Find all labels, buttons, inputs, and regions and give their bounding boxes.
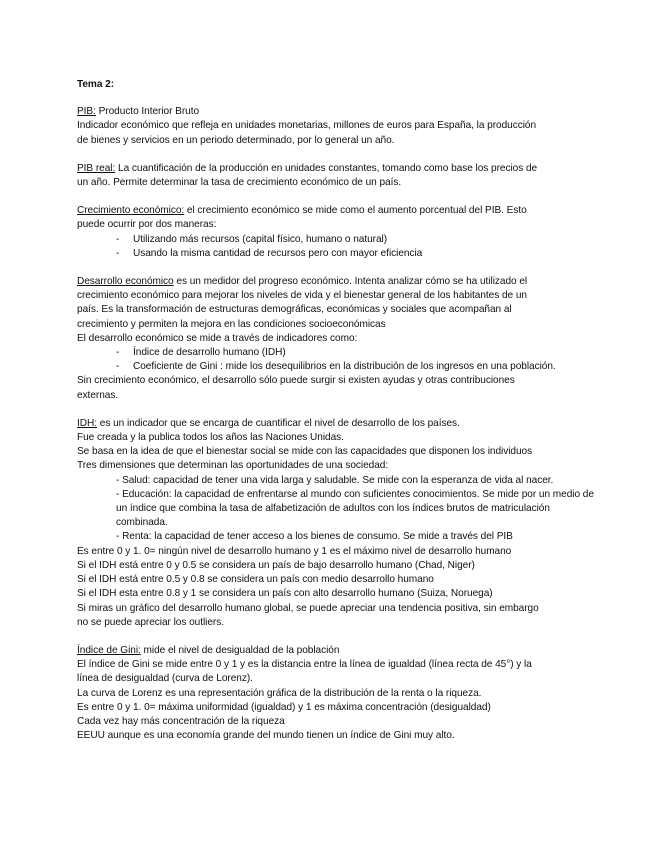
paragraph-line: crecimiento económico para mejorar los niveles de vida y el bienestar general de los habitantes de un [77,290,527,302]
dimension-renta: - Renta: la capacidad de tener acceso a los bienes de consumo. Se mide a través del PIB [116,531,513,543]
paragraph-line: Si el IDH esta entre 0.8 y 1 se considera un país con alto desarrollo humano (Suiza, Noruega) [77,588,493,600]
term-crecimiento: Crecimiento económico: [77,205,185,217]
section-pib [77,105,597,148]
section-crecimiento [77,204,597,261]
paragraph-line: es un indicador que se encarga de cuantificar el nivel de desarrollo de los países. [97,417,460,429]
paragraph-line: Si el IDH está entre 0 y 0.5 se considera un país de bajo desarrollo humano (Chad, Niger) [77,559,475,571]
paragraph-line: línea de desigualdad (curva de Lorenz). [77,673,253,685]
paragraph-line: Tres dimensiones que determinan las oportunidades de una sociedad: [77,460,389,472]
paragraph-line: EEUU aunque es una economía grande del mundo tienen un índice de Gini muy alto. [77,730,455,742]
term-pib: PIB: [77,106,96,118]
term-pib-real: PIB real: [77,162,116,174]
paragraph-line: de bienes y servicios en un periodo determinado, por lo general un año. [77,134,395,146]
section-desarrollo [77,275,597,403]
page-title: Tema 2: [77,79,115,90]
paragraph-line: Indicador económico que refleja en unidades monetarias, millones de euros para España, la producción [77,120,537,132]
document-body [77,78,597,757]
list-item: - Utilizando más recursos (capital físico, humano o natural) [116,233,388,245]
paragraph-line: Si miras un gráfico del desarrollo humano global, se puede apreciar una tendencia positiva, sin embargo [77,602,539,614]
dimension-salud: - Salud: capacidad de tener una vida larga y saludable. Se mide con la esperanza de vida al nacer. [116,474,554,486]
paragraph-line: el crecimiento económico se mide como el aumento porcentual del PIB. Esto [184,205,527,217]
paragraph-line: Si el IDH está entre 0.5 y 0.8 se considera un país con medio desarrollo humano [77,574,434,586]
dimension-educacion: - Educación: la capacidad de enfrentarse al mundo con suficientes conocimientos. Se mide por un medio de un índice que combina la tasa de alfabetización de adultos con los índices brutos de matriculación combinada. [116,488,594,529]
term-idh: IDH: [77,417,97,429]
paragraph-line: no se puede apreciar los outliers. [77,616,224,628]
paragraph-line: Se basa en la idea de que el bienestar social se mide con las capacidades que disponen los individuos [77,446,533,458]
paragraph-line: crecimiento y permiten la mejora en las condiciones socioeconómicas [77,318,386,330]
paragraph-line: mide el nivel de desigualdad de la población [140,644,340,656]
paragraph-line: Es entre 0 y 1. 0= máxima uniformidad (igualdad) y 1 es máxima concentración (desigualdad) [77,701,491,713]
paragraph-line: un año. Permite determinar la tasa de crecimiento económico de un país. [77,177,402,189]
paragraph-line: Fue creada y la publica todos los años las Naciones Unidas. [77,432,344,444]
pib-definition: Producto Interior Bruto [95,106,200,118]
list-item: - Coeficiente de Gini : mide los desequilibrios en la distribución de los ingresos en una población. [116,361,556,373]
paragraph-line: externas. [77,389,119,401]
paragraph-line: La curva de Lorenz es una representación gráfica de la distribución de la renta o la riqueza. [77,687,482,699]
paragraph-line: puede ocurrir por dos maneras: [77,219,217,231]
paragraph-line: país. Es la transformación de estructuras demográficas, económicas y sociales que acompañan al [77,304,512,316]
list-item: - Índice de desarrollo humano (IDH) [116,347,286,359]
list-item: - Usando la misma cantidad de recursos pero con mayor eficiencia [116,247,423,259]
section-pib-real [77,162,597,190]
paragraph-line: Cada vez hay más concentración de la riqueza [77,715,285,727]
term-desarrollo: Desarrollo económico [77,276,174,288]
paragraph-line: Es entre 0 y 1. 0= ningún nivel de desarrollo humano y 1 es el máximo nivel de desarrollo humano [77,545,512,557]
term-gini: Índice de Gini: [77,644,141,656]
paragraph-line: El índice de Gini se mide entre 0 y 1 y es la distancia entre la línea de igualdad (línea recta de 45°) y la [77,659,532,671]
paragraph-line: es un medidor del progreso económico. Intenta analizar cómo se ha utilizado el [173,276,528,288]
paragraph-line: El desarrollo económico se mide a través de indicadores como: [77,332,358,344]
section-idh [77,417,597,630]
section-gini [77,644,597,743]
paragraph-line: La cuantificación de la producción en unidades constantes, tomando como base los precios de [115,162,538,174]
paragraph-line: Sin crecimiento económico, el desarrollo sólo puede surgir si existen ayudas y otras contribuciones [77,375,515,387]
